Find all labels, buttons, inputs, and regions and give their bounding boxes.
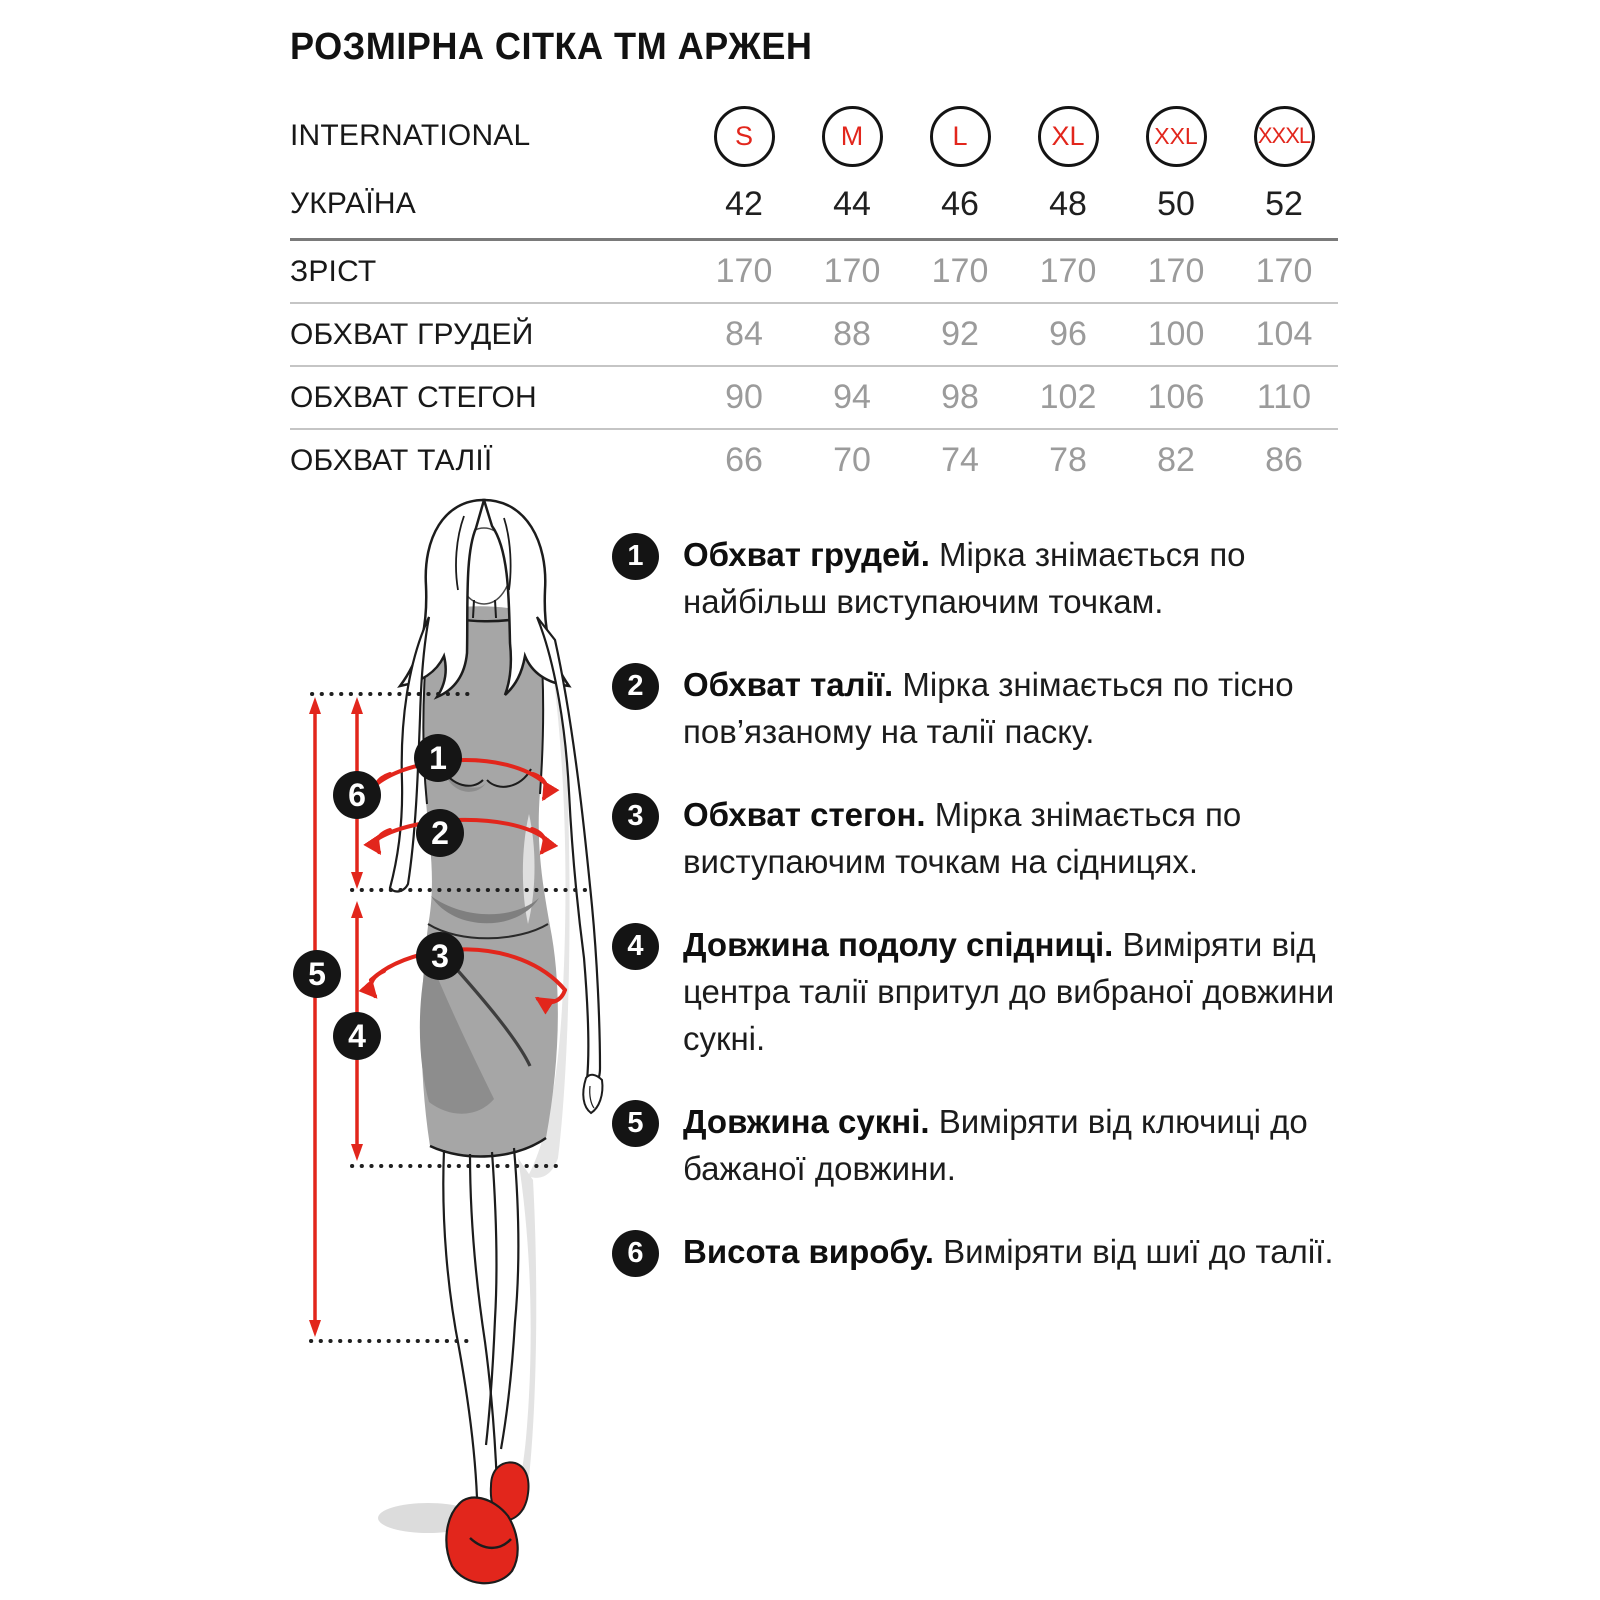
size-value: 52	[1265, 184, 1303, 223]
size-cell	[798, 106, 906, 167]
size-circle-xxl	[1146, 106, 1207, 167]
legs	[443, 1148, 518, 1498]
legend-term: Обхват стегон.	[683, 796, 926, 833]
table-row-international	[290, 100, 1338, 172]
legend-desc: Мірка знімається по виступаючим точкам на сідницях.	[683, 796, 1242, 880]
legend-text	[683, 1228, 1354, 1277]
svg-text:6: 6	[348, 777, 366, 813]
legend-badge-6: 6	[612, 1230, 659, 1277]
size-letter: M	[840, 120, 864, 151]
measure-value: 104	[1255, 315, 1313, 353]
size-cell	[1122, 106, 1230, 167]
measure-value: 170	[715, 252, 773, 290]
size-letter: L	[952, 120, 968, 151]
measure-value: 170	[1039, 252, 1097, 290]
legend-item-3	[612, 791, 1354, 885]
measure-value: 170	[823, 252, 881, 290]
svg-text:5: 5	[308, 956, 326, 992]
legend-term: Висота виробу.	[683, 1233, 934, 1270]
legend-item-2	[612, 661, 1354, 755]
marker-badge-1	[414, 734, 462, 782]
legend-term: Довжина подолу спідниці.	[683, 926, 1114, 963]
size-circle-l	[930, 106, 991, 167]
size-table	[290, 100, 1338, 491]
size-circle-xxxl	[1254, 106, 1315, 167]
measure-value: 88	[833, 315, 871, 353]
measure-value: 86	[1265, 441, 1303, 479]
measure-value: 170	[931, 252, 989, 290]
marker-badge-4	[333, 1012, 381, 1060]
legend-text	[683, 661, 1354, 755]
legend-badge-2: 2	[612, 663, 659, 710]
legend-term: Обхват талії.	[683, 666, 894, 703]
size-cell	[906, 106, 1014, 167]
measure-value: 170	[1147, 252, 1205, 290]
measure-value: 90	[725, 378, 763, 416]
legend-badge-4: 4	[612, 923, 659, 970]
row-label-bust: ОБХВАТ ГРУДЕЙ	[290, 317, 534, 351]
size-letter: XXXL	[1257, 123, 1311, 148]
svg-text:4: 4	[348, 1018, 366, 1054]
table-row-ukraine	[290, 172, 1338, 236]
measure-value: 94	[833, 378, 871, 416]
legend-text	[683, 791, 1354, 885]
legend-term: Довжина сукні.	[683, 1103, 930, 1140]
measure-value: 98	[941, 378, 979, 416]
size-letter: XXL	[1154, 122, 1198, 149]
row-label-hips: ОБХВАТ СТЕГОН	[290, 380, 537, 414]
legend-desc: Виміряти від центра талії впритул до вибраної довжини сукні.	[683, 926, 1335, 1057]
measure-value: 74	[941, 441, 979, 479]
legend-desc: Мірка знімається по найбільш виступаючим точкам.	[683, 536, 1246, 620]
measure-value: 170	[1255, 252, 1313, 290]
table-row-hips	[290, 367, 1338, 428]
legend-item-1	[612, 531, 1354, 625]
measure-value: 110	[1256, 378, 1312, 416]
legend-desc: Виміряти від шиї до талії.	[943, 1233, 1334, 1270]
marker-badge-2	[416, 809, 464, 857]
legend-text	[683, 531, 1354, 625]
size-cell	[1230, 106, 1338, 167]
legend-badge-5: 5	[612, 1100, 659, 1147]
table-row-waist	[290, 430, 1338, 491]
measure-value: 78	[1049, 441, 1087, 479]
legend-item-6	[612, 1228, 1354, 1277]
svg-text:3: 3	[431, 938, 449, 974]
legend-term: Обхват грудей.	[683, 536, 930, 573]
row-label-ukraine: УКРАЇНА	[290, 187, 416, 220]
size-value: 42	[725, 184, 763, 223]
legend-desc: Мірка знімається по тісно пов’язаному на талії паску.	[683, 666, 1294, 750]
measurement-figure-illustration	[278, 486, 634, 1592]
marker-badge-5	[293, 950, 341, 998]
legend-item-4	[612, 921, 1354, 1062]
size-value: 46	[941, 184, 979, 223]
measure-value: 102	[1039, 378, 1097, 416]
measurement-legend	[612, 531, 1354, 1313]
size-cell	[1014, 106, 1122, 167]
size-cell	[690, 106, 798, 167]
measure-value: 84	[725, 315, 763, 353]
legend-badge-1: 1	[612, 533, 659, 580]
marker-badge-3	[416, 932, 464, 980]
svg-text:2: 2	[431, 815, 449, 851]
measure-value: 82	[1157, 441, 1195, 479]
row-label-waist: ОБХВАТ ТАЛІЇ	[290, 443, 493, 477]
legend-item-5	[612, 1098, 1354, 1192]
size-circle-xl	[1038, 106, 1099, 167]
row-label-international: INTERNATIONAL	[290, 119, 531, 152]
table-row-bust	[290, 304, 1338, 365]
row-label-height: ЗРІСТ	[290, 254, 377, 288]
legend-desc: Виміряти від ключиці до бажаної довжини.	[683, 1103, 1308, 1187]
measure-value: 66	[725, 441, 763, 479]
marker-badge-6	[333, 771, 381, 819]
svg-text:1: 1	[429, 740, 447, 776]
page-title: РОЗМІРНА СІТКА ТМ АРЖЕН	[290, 26, 813, 68]
shoes	[446, 1462, 528, 1583]
legend-badge-3: 3	[612, 793, 659, 840]
size-value: 44	[833, 184, 871, 223]
legend-text	[683, 921, 1354, 1062]
size-value: 50	[1157, 184, 1195, 223]
size-letter: S	[734, 120, 753, 151]
legend-text	[683, 1098, 1354, 1192]
table-row-height	[290, 241, 1338, 302]
size-value: 48	[1049, 184, 1087, 223]
size-circle-m	[822, 106, 883, 167]
size-circle-s	[714, 106, 775, 167]
measure-value: 70	[833, 441, 871, 479]
measure-value: 96	[1049, 315, 1087, 353]
measure-value: 92	[941, 315, 979, 353]
measure-value: 106	[1147, 378, 1205, 416]
size-letter: XL	[1051, 120, 1085, 151]
measure-value: 100	[1147, 315, 1205, 353]
